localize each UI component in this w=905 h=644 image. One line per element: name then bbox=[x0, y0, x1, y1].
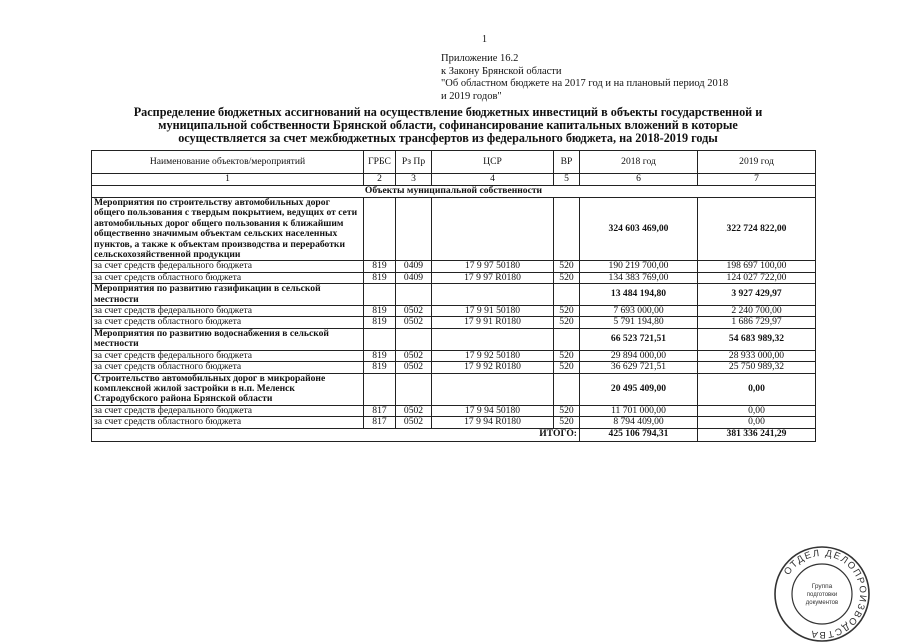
row-csr: 17 9 92 50180 bbox=[432, 350, 554, 361]
row-csr: 17 9 91 50180 bbox=[432, 306, 554, 317]
row-rzpr: 0502 bbox=[396, 306, 432, 317]
row-csr: 17 9 94 R0180 bbox=[432, 417, 554, 428]
table-row bbox=[92, 317, 816, 328]
row-vr: 520 bbox=[554, 405, 580, 416]
row-name: за счет средств областного бюджета bbox=[92, 272, 364, 283]
row-rzpr: 0502 bbox=[396, 417, 432, 428]
row-name: за счет средств областного бюджета bbox=[92, 317, 364, 328]
row-name: Строительство автомобильных дорог в микрорайоне комплексной жилой застройки в н.п. Меленск Стародубского района Брянской области bbox=[92, 373, 364, 405]
table-row bbox=[92, 284, 816, 306]
row-vr bbox=[554, 373, 580, 405]
column-number: 7 bbox=[698, 174, 816, 186]
row-rzpr bbox=[396, 328, 432, 350]
row-vr bbox=[554, 328, 580, 350]
column-number-row bbox=[92, 174, 816, 186]
row-2019: 28 933 000,00 bbox=[698, 350, 816, 361]
row-vr: 520 bbox=[554, 317, 580, 328]
row-rzpr: 0409 bbox=[396, 272, 432, 283]
header-rzpr: Рз Пр bbox=[396, 151, 432, 174]
table-row bbox=[92, 373, 816, 405]
row-2018: 66 523 721,51 bbox=[580, 328, 698, 350]
column-number: 6 bbox=[580, 174, 698, 186]
row-2018: 11 701 000,00 bbox=[580, 405, 698, 416]
document-title bbox=[92, 106, 804, 146]
row-2019: 2 240 700,00 bbox=[698, 306, 816, 317]
header-row bbox=[92, 151, 816, 174]
total-2019: 381 336 241,29 bbox=[698, 428, 816, 441]
row-csr: 17 9 91 R0180 bbox=[432, 317, 554, 328]
row-grbs: 819 bbox=[364, 317, 396, 328]
row-2019: 1 686 729,97 bbox=[698, 317, 816, 328]
row-grbs bbox=[364, 198, 396, 261]
row-grbs: 819 bbox=[364, 272, 396, 283]
row-2018: 36 629 721,51 bbox=[580, 362, 698, 373]
row-name: за счет средств федерального бюджета bbox=[92, 306, 364, 317]
table-row bbox=[92, 328, 816, 350]
title-line: Распределение бюджетных ассигнований на осуществление бюджетных инвестиций в объекты государственной и bbox=[133, 105, 763, 119]
row-2018: 13 484 194,80 bbox=[580, 284, 698, 306]
row-vr: 520 bbox=[554, 261, 580, 272]
column-number: 4 bbox=[432, 174, 554, 186]
table-row bbox=[92, 272, 816, 283]
header-vr: ВР bbox=[554, 151, 580, 174]
row-name: Мероприятия по развитию водоснабжения в сельской местности bbox=[92, 328, 364, 350]
row-vr: 520 bbox=[554, 362, 580, 373]
column-number: 1 bbox=[92, 174, 364, 186]
row-vr bbox=[554, 198, 580, 261]
stamp-inner-line: подготовки bbox=[806, 592, 838, 598]
row-name: за счет средств федерального бюджета bbox=[92, 350, 364, 361]
row-2019: 322 724 822,00 bbox=[698, 198, 816, 261]
row-name: за счет средств федерального бюджета bbox=[92, 405, 364, 416]
table-row bbox=[92, 198, 816, 261]
row-csr: 17 9 97 50180 bbox=[432, 261, 554, 272]
row-vr: 520 bbox=[554, 306, 580, 317]
section-title: Объекты муниципальной собственности bbox=[92, 186, 816, 198]
row-csr: 17 9 92 R0180 bbox=[432, 362, 554, 373]
row-2018: 5 791 194,80 bbox=[580, 317, 698, 328]
row-csr: 17 9 97 R0180 bbox=[432, 272, 554, 283]
row-2018: 29 894 000,00 bbox=[580, 350, 698, 361]
page-number: 1 bbox=[482, 34, 487, 45]
row-name: Мероприятия по развитию газификации в сельской местности bbox=[92, 284, 364, 306]
row-name: за счет средств федерального бюджета bbox=[92, 261, 364, 272]
row-2019: 54 683 989,32 bbox=[698, 328, 816, 350]
row-2018: 324 603 469,00 bbox=[580, 198, 698, 261]
row-rzpr bbox=[396, 284, 432, 306]
row-name: за счет средств областного бюджета bbox=[92, 362, 364, 373]
header-grbs: ГРБС bbox=[364, 151, 396, 174]
title-line: муниципальной собственности Брянской области, софинансирование капитальных вложений в которые bbox=[158, 118, 738, 133]
row-grbs: 819 bbox=[364, 261, 396, 272]
office-stamp bbox=[772, 544, 872, 644]
annex-header bbox=[441, 53, 728, 103]
table-row bbox=[92, 405, 816, 416]
row-grbs: 819 bbox=[364, 350, 396, 361]
row-vr bbox=[554, 284, 580, 306]
table-row bbox=[92, 350, 816, 361]
total-row bbox=[92, 428, 816, 441]
row-grbs: 819 bbox=[364, 306, 396, 317]
column-number: 3 bbox=[396, 174, 432, 186]
column-number: 5 bbox=[554, 174, 580, 186]
row-2018: 20 495 409,00 bbox=[580, 373, 698, 405]
stamp-outer-text: ОТДЕЛ ДЕЛОПРОИЗВОДСТВА bbox=[781, 547, 869, 641]
row-csr: 17 9 94 50180 bbox=[432, 405, 554, 416]
stamp-inner-line: документов bbox=[805, 600, 839, 606]
row-name: Мероприятия по строительству автомобильных дорог общего пользования с твердым покрытием, ведущих от сети автомобильных дорог общего пользования к ближайшим общественно значимым объектам сельских населенных пунктов, а также к объектам производства и переработки сельскохозяйственной продукции bbox=[92, 198, 364, 261]
row-2019: 3 927 429,97 bbox=[698, 284, 816, 306]
row-csr bbox=[432, 373, 554, 405]
column-number: 2 bbox=[364, 174, 396, 186]
row-grbs bbox=[364, 328, 396, 350]
row-2019: 0,00 bbox=[698, 405, 816, 416]
row-grbs: 817 bbox=[364, 417, 396, 428]
row-name: за счет средств областного бюджета bbox=[92, 417, 364, 428]
stamp-inner-line: Группа bbox=[811, 583, 833, 590]
row-rzpr: 0409 bbox=[396, 261, 432, 272]
header-2018: 2018 год bbox=[580, 151, 698, 174]
row-grbs bbox=[364, 284, 396, 306]
budget-table bbox=[91, 150, 816, 442]
row-2019: 198 697 100,00 bbox=[698, 261, 816, 272]
title-line: осуществляется за счет межбюджетных трансфертов из федерального бюджета, на 2018-2019 годы bbox=[178, 131, 718, 146]
row-grbs: 819 bbox=[364, 362, 396, 373]
row-rzpr: 0502 bbox=[396, 317, 432, 328]
header-csr: ЦСР bbox=[432, 151, 554, 174]
row-grbs: 817 bbox=[364, 405, 396, 416]
row-vr: 520 bbox=[554, 350, 580, 361]
row-2019: 25 750 989,32 bbox=[698, 362, 816, 373]
row-vr: 520 bbox=[554, 417, 580, 428]
row-rzpr: 0502 bbox=[396, 350, 432, 361]
row-2019: 0,00 bbox=[698, 417, 816, 428]
total-label: ИТОГО: bbox=[92, 428, 580, 441]
row-2018: 8 794 409,00 bbox=[580, 417, 698, 428]
row-rzpr: 0502 bbox=[396, 405, 432, 416]
row-csr bbox=[432, 328, 554, 350]
row-csr bbox=[432, 198, 554, 261]
annex-line: "Об областном бюджете на 2017 год и на плановый период 2018 bbox=[441, 78, 729, 89]
row-rzpr: 0502 bbox=[396, 362, 432, 373]
annex-line: и 2019 годов" bbox=[441, 90, 502, 102]
annex-line: к Закону Брянской области bbox=[441, 65, 562, 77]
row-csr bbox=[432, 284, 554, 306]
row-2018: 190 219 700,00 bbox=[580, 261, 698, 272]
header-2019: 2019 год bbox=[698, 151, 816, 174]
table-row bbox=[92, 261, 816, 272]
row-grbs bbox=[364, 373, 396, 405]
row-vr: 520 bbox=[554, 272, 580, 283]
row-2018: 134 383 769,00 bbox=[580, 272, 698, 283]
header-name: Наименование объектов/мероприятий bbox=[92, 151, 364, 174]
table-row bbox=[92, 362, 816, 373]
row-rzpr bbox=[396, 373, 432, 405]
row-2019: 124 027 722,00 bbox=[698, 272, 816, 283]
row-rzpr bbox=[396, 198, 432, 261]
table-row bbox=[92, 417, 816, 428]
row-2018: 7 693 000,00 bbox=[580, 306, 698, 317]
total-2018: 425 106 794,31 bbox=[580, 428, 698, 441]
table-row bbox=[92, 306, 816, 317]
row-2019: 0,00 bbox=[698, 373, 816, 405]
annex-line: Приложение 16.2 bbox=[441, 53, 519, 64]
section-row bbox=[92, 186, 816, 198]
